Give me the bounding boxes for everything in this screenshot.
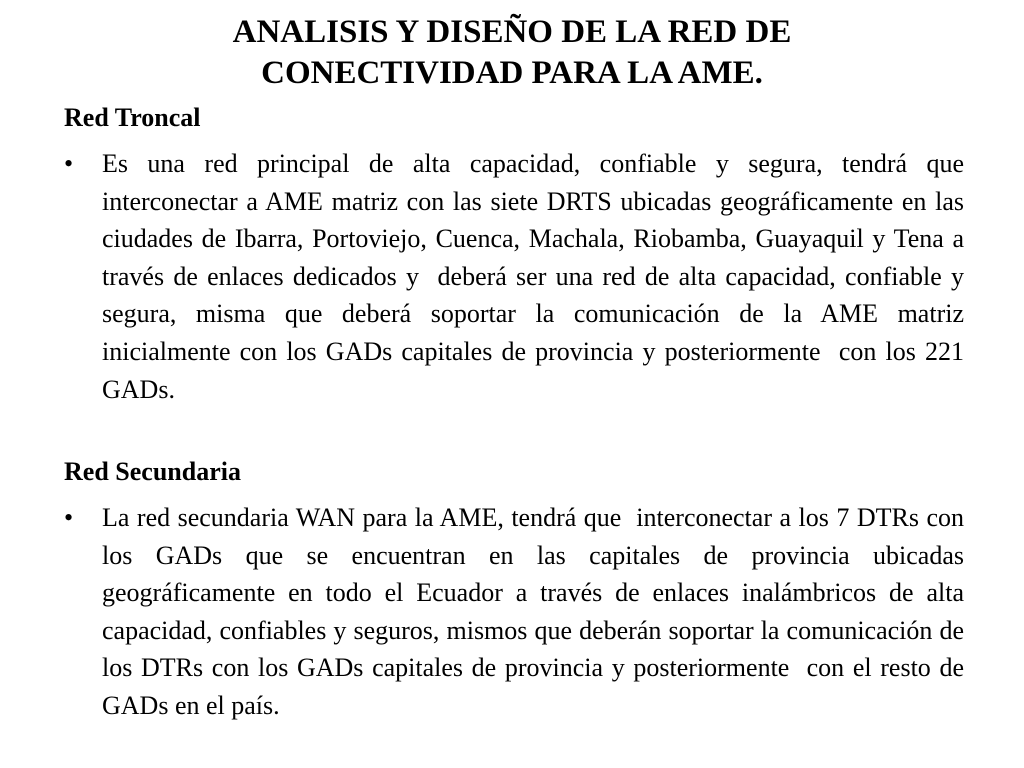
slide-title-line-1: ANALISIS Y DISEÑO DE LA RED DE <box>232 14 792 50</box>
bullet-marker: • <box>64 503 74 532</box>
bullet-text-red-troncal: Es una red principal de alta capacidad, confiable y segura, tendrá que interconectar a AME matriz con las siete DRTS ubicadas geográficamente en las ciudades de Ibarra, Portoviejo, Cuenca, Machala, Riobamba, Guayaquil y Tena a través de enlaces dedicados y deberá ser una red de alta capacidad, confiable y segura, misma que deberá soportar la comunicación de la AME matriz inicialmente con los GADs capitales de provincia y posteriormente con los 221 GADs. <box>102 149 977 404</box>
section-heading-red-troncal: Red Troncal <box>64 103 201 132</box>
slide-title <box>60 12 964 94</box>
bullet-red-secundaria <box>64 499 971 725</box>
bullet-marker: • <box>64 149 74 178</box>
slide-title-line-2: CONECTIVIDAD PARA LA AME. <box>261 55 763 91</box>
bullet-red-troncal <box>64 145 977 408</box>
bullet-text-red-secundaria: La red secundaria WAN para la AME, tendrá que interconectar a los 7 DTRs con los GADs que se encuentran en las capitales de provincia ubicadas geográficamente en todo el Ecuador a través de enlaces inalámbricos de alta capacidad, confiables y seguros, mismos que deberán soportar la comunicación de los DTRs con los GADs capitales de provincia y posteriormente con el resto de GADs en el país. <box>102 503 971 720</box>
section-heading-red-secundaria: Red Secundaria <box>64 457 241 486</box>
